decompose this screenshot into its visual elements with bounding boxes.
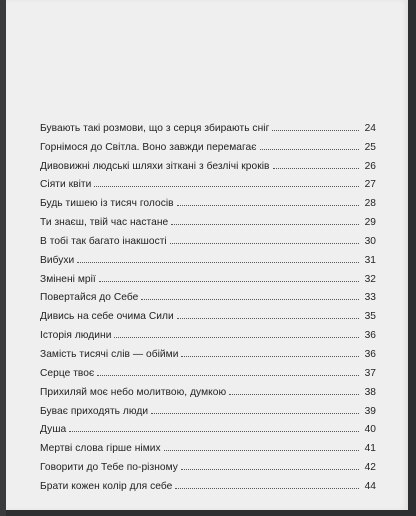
toc-entry xyxy=(40,341,376,360)
toc-entry-title: Серце твоє xyxy=(40,367,95,379)
toc-entry-page-number: 28 xyxy=(364,198,376,210)
table-of-contents xyxy=(40,115,376,492)
toc-entry xyxy=(40,266,376,285)
toc-entry xyxy=(40,172,376,191)
toc-entry-page-number: 29 xyxy=(364,217,376,229)
toc-entry xyxy=(40,360,376,379)
toc-entry xyxy=(40,115,376,134)
toc-entry xyxy=(40,322,376,341)
toc-entry xyxy=(40,285,376,304)
toc-leader-dots xyxy=(181,355,359,357)
toc-entry-page-number: 44 xyxy=(364,480,376,492)
toc-entry-title: Змінені мрії xyxy=(40,273,96,285)
toc-entry xyxy=(40,247,376,266)
toc-leader-dots xyxy=(94,185,359,187)
toc-entry-page-number: 41 xyxy=(364,443,376,455)
toc-entry-page-number: 30 xyxy=(364,235,376,247)
toc-entry-title: Замість тисячі слів — обійми xyxy=(40,348,179,360)
toc-entry-page-number: 25 xyxy=(364,141,376,153)
toc-entry-page-number: 32 xyxy=(364,273,376,285)
toc-entry-title: Говорити до Тебе по-різному xyxy=(40,462,178,474)
toc-entry xyxy=(40,435,376,454)
toc-leader-dots xyxy=(99,280,359,282)
toc-entry-page-number: 37 xyxy=(364,367,376,379)
toc-leader-dots xyxy=(171,223,359,225)
toc-entry-page-number: 26 xyxy=(364,160,376,172)
book-page xyxy=(6,0,408,510)
toc-leader-dots xyxy=(177,317,359,319)
toc-leader-dots xyxy=(151,412,359,414)
toc-leader-dots xyxy=(273,167,359,169)
toc-entry xyxy=(40,134,376,153)
toc-entry-page-number: 31 xyxy=(364,254,376,266)
toc-entry xyxy=(40,417,376,436)
toc-entry-title: Дивовижні людські шляхи зіткані з безлічі кроків xyxy=(40,160,270,172)
toc-entry-page-number: 38 xyxy=(364,386,376,398)
toc-leader-dots xyxy=(114,336,359,338)
toc-entry xyxy=(40,190,376,209)
toc-leader-dots xyxy=(77,261,359,263)
toc-entry-page-number: 39 xyxy=(364,405,376,417)
toc-leader-dots xyxy=(181,468,359,470)
toc-entry-title: Історія людини xyxy=(40,330,112,342)
toc-entry-title: В тобі так багато інакшості xyxy=(40,235,167,247)
toc-entry-title: Брати кожен колір для себе xyxy=(40,480,173,492)
toc-entry-title: Дивись на себе очима Сили xyxy=(40,311,174,323)
toc-entry xyxy=(40,473,376,492)
toc-entry-title: Мертві слова гірше німих xyxy=(40,443,161,455)
toc-entry xyxy=(40,209,376,228)
toc-entry-page-number: 40 xyxy=(364,424,376,436)
toc-leader-dots xyxy=(97,374,359,376)
toc-entry-title: Будь тишею із тисяч голосів xyxy=(40,198,174,210)
toc-entry xyxy=(40,153,376,172)
toc-leader-dots xyxy=(170,242,359,244)
toc-leader-dots xyxy=(164,449,359,451)
toc-entry-title: Повертайся до Себе xyxy=(40,292,139,304)
toc-leader-dots xyxy=(141,298,359,300)
toc-leader-dots xyxy=(175,487,359,489)
toc-entry-page-number: 24 xyxy=(364,122,376,134)
toc-leader-dots xyxy=(260,148,360,150)
toc-entry-title: Сіяти квіти xyxy=(40,179,92,191)
toc-entry-title: Душа xyxy=(40,424,67,436)
toc-entry-title: Горнімося до Світла. Воно завжди перемагає xyxy=(40,141,257,153)
toc-entry-title: Бувають такі розмови, що з серця збирають сніг xyxy=(40,122,270,134)
toc-entry xyxy=(40,454,376,473)
toc-entry xyxy=(40,398,376,417)
toc-leader-dots xyxy=(272,129,359,131)
toc-entry-title: Ти знаєш, твій час настане xyxy=(40,217,169,229)
toc-entry-page-number: 36 xyxy=(364,330,376,342)
toc-entry-page-number: 36 xyxy=(364,348,376,360)
toc-entry-page-number: 33 xyxy=(364,292,376,304)
toc-entry-page-number: 42 xyxy=(364,462,376,474)
toc-entry-title: Прихиляй моє небо молитвою, думкою xyxy=(40,386,227,398)
toc-leader-dots xyxy=(69,430,359,432)
toc-entry-title: Вибухи xyxy=(40,254,75,266)
toc-entry xyxy=(40,228,376,247)
toc-entry-page-number: 27 xyxy=(364,179,376,191)
toc-leader-dots xyxy=(229,393,359,395)
toc-entry xyxy=(40,303,376,322)
toc-entry xyxy=(40,379,376,398)
toc-entry-page-number: 35 xyxy=(364,311,376,323)
toc-leader-dots xyxy=(177,204,359,206)
toc-entry-title: Буває приходять люди xyxy=(40,405,149,417)
